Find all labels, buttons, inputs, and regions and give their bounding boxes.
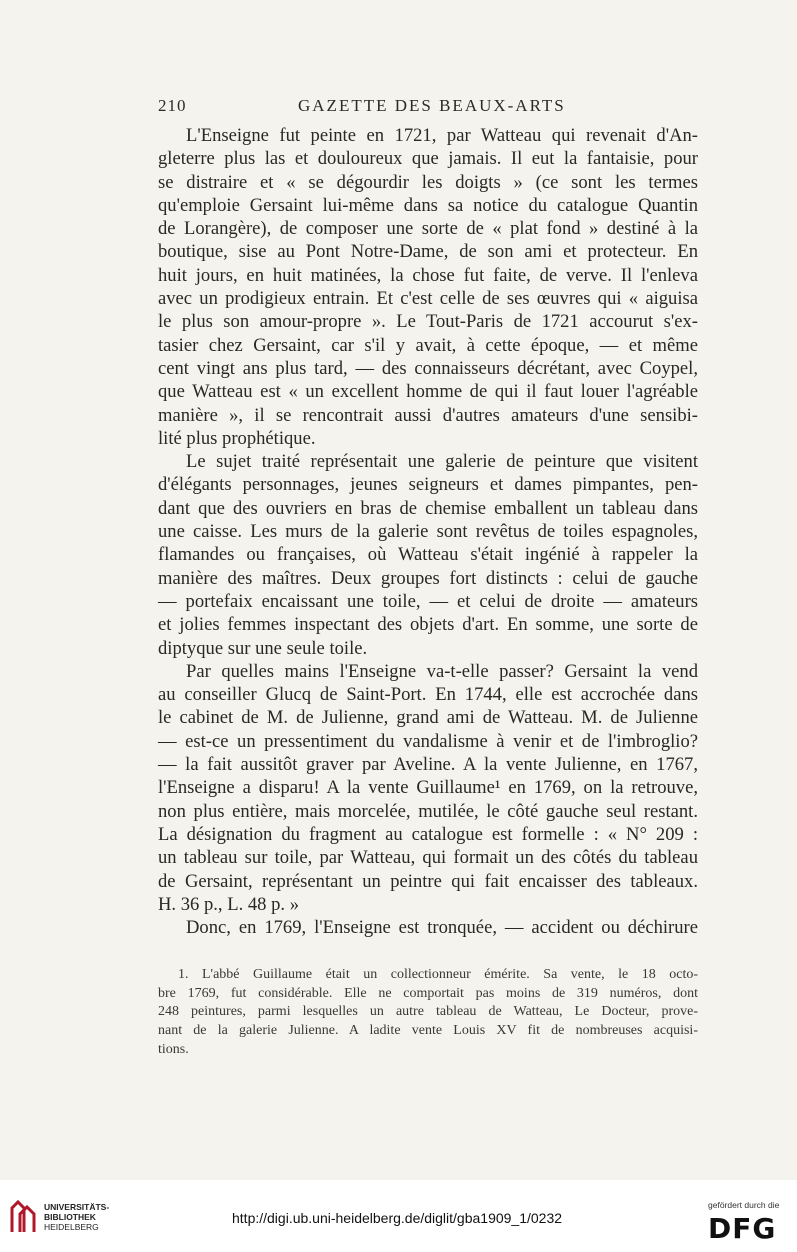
text-line: La désignation du fragment au catalogue est formelle : « N° 209 : [158, 823, 698, 845]
text-line: se distraire et « se dégourdir les doigts » (ce sont les termes [158, 171, 698, 193]
footnote-line: 248 peintures, parmi lesquelles un autre tableau de Watteau, Le Docteur, prove- [158, 1004, 698, 1020]
text-line: un tableau sur toile, par Watteau, qui formait un des côtés du tableau [158, 847, 698, 869]
text-line: tasier chez Gersaint, car s'il y avait, à cette époque, — et même [158, 334, 698, 356]
library-name-line: BIBLIOTHEK [44, 1212, 96, 1222]
footer-bar [0, 1180, 797, 1252]
text-line: manière des maîtres. Deux groupes fort distincts : celui de gauche [158, 567, 698, 589]
text-line: L'Enseigne fut peinte en 1721, par Watteau qui revenait d'An- [186, 125, 698, 146]
dfg-logo[interactable]: DFG [708, 1212, 777, 1245]
text-line: Par quelles mains l'Enseigne va-t-elle passer? Gersaint la vend [186, 660, 698, 682]
text-line: dant que des ouvriers en bras de chemise emballent un tableau dans [158, 497, 698, 519]
page-number: 210 [158, 96, 187, 115]
text-line: diptyque sur une seule toile. [158, 637, 368, 659]
text-line: H. 36 p., L. 48 p. » [158, 893, 299, 915]
text-line: — la fait aussitôt graver par Aveline. A la vente Julienne, en 1767, [158, 754, 698, 776]
footnote-line: 1. L'abbé Guillaume était un collectionneur émérite. Sa vente, le 18 octo- [178, 967, 698, 982]
text-line: Donc, en 1769, l'Enseigne est tronquée, — accident ou déchirure [186, 917, 698, 939]
text-line: boutique, sise au Pont Notre-Dame, de son ami et protecteur. En [158, 241, 698, 263]
body-text [158, 124, 698, 939]
text-line: une caisse. Les murs de la galerie sont revêtus de toiles espagnoles, [158, 521, 698, 543]
text-line: et jolies femmes inspectant des objets d'art. En somme, une sorte de [158, 614, 698, 636]
text-line: le cabinet de M. de Julienne, grand ami de Watteau. M. de Julienne [158, 707, 698, 729]
text-line: que Watteau est « un excellent homme de qui il faut louer l'agréable [158, 381, 698, 403]
funding-caption: gefördert durch die [708, 1200, 780, 1210]
footnote-line: nant de la galerie Julienne. A ladite vente Louis XV fit de nombreuses acquisi- [158, 1023, 698, 1039]
text-line: de Lorangère), de composer une sorte de « plat fond » destiné à la [158, 218, 698, 240]
text-line: d'élégants personnages, jeunes seigneurs et dames pimpantes, pen- [158, 474, 698, 496]
footnote [158, 966, 698, 1059]
text-line: lité plus prophétique. [158, 427, 316, 449]
text-line: de Gersaint, représentant un peintre qui fait encaisser des tableaux. [158, 870, 698, 892]
text-line: qu'emploie Gersaint lui-même dans sa notice du catalogue Quantin [158, 194, 698, 216]
text-line: — est-ce un pressentiment du vandalisme à venir et de l'imbroglio? [158, 730, 698, 752]
text-line: Le sujet traité représentait une galerie de peinture que visitent [186, 451, 698, 473]
text-line: le plus son amour-propre ». Le Tout-Paris de 1721 accourut s'ex- [158, 311, 698, 333]
text-line: manière », il se rencontrait aussi d'autres amateurs d'une sensibi- [158, 404, 698, 426]
text-line: avec un prodigieux entrain. Et c'est celle de ses œuvres qui « aiguisa [158, 288, 698, 310]
text-line: au conseiller Glucq de Saint-Port. En 1744, elle est accrochée dans [158, 684, 698, 706]
library-name [44, 1202, 109, 1232]
footnote-line: bre 1769, fut considérable. Elle ne comportait pas moins de 319 numéros, dont [158, 985, 698, 1001]
university-library-logo-icon[interactable] [8, 1198, 38, 1234]
text-line: cent vingt ans plus tard, — des connaisseurs décrétant, avec Coypel, [158, 357, 698, 379]
journal-title: GAZETTE DES BEAUX-ARTS [298, 96, 566, 115]
library-name-line: UNIVERSITÄTS- [44, 1202, 110, 1212]
text-line: non plus entière, mais morcelée, mutilée, le côté gauche seul restant. [158, 800, 698, 822]
library-name-line: HEIDELBERG [44, 1222, 99, 1232]
text-line: — portefaix encaissant une toile, — et celui de droite — amateurs [158, 590, 698, 612]
permalink-url[interactable]: http://digi.ub.uni-heidelberg.de/diglit/gba1909_1/0232 [232, 1210, 563, 1226]
footnote-line: tions. [158, 1041, 189, 1057]
text-line: gleterre plus las et douloureux que jamais. Il eut la fantaisie, pour [158, 148, 698, 170]
text-line: flamandes ou françaises, où Watteau s'était ingénié à rappeler la [158, 544, 698, 566]
text-line: huit jours, en huit matinées, la chose fut faite, de verve. Il l'enleva [158, 264, 698, 286]
text-line: l'Enseigne a disparu! A la vente Guillaume¹ en 1769, on la retrouve, [158, 777, 698, 799]
